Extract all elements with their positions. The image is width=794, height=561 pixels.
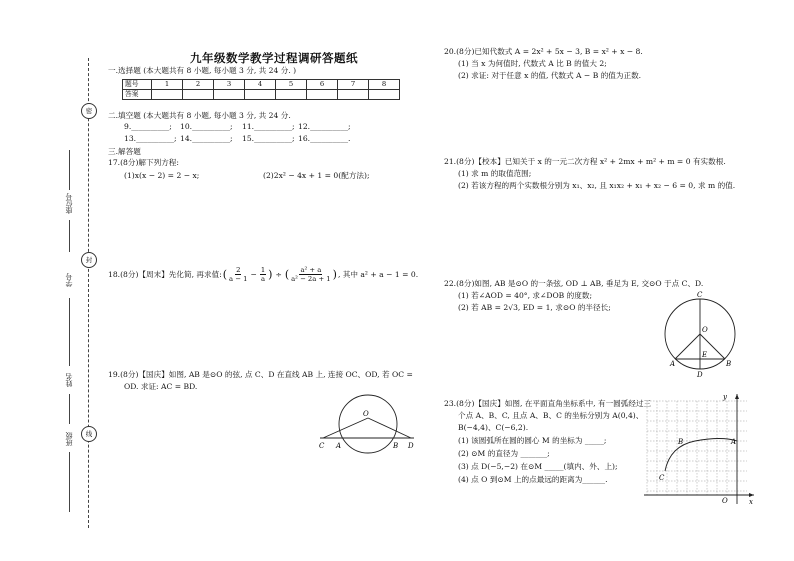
label-b: B (726, 360, 732, 368)
blank-13[interactable]: 13.__________; (124, 134, 177, 143)
blank-10[interactable]: 10.__________; (180, 122, 233, 131)
q20-line3: (2) 求证: 对于任意 x 的值, 代数式 A − B 的值为正数. (458, 71, 642, 80)
q19-line2: OD. 求证: AC = BD. (124, 382, 198, 391)
q22-figure (656, 290, 746, 380)
fraction-numerator: a² + a (300, 265, 322, 274)
fraction-1-over-a (260, 266, 266, 283)
answer-cell[interactable] (276, 90, 307, 100)
answer-cell[interactable] (338, 90, 369, 100)
circle-o (339, 395, 397, 453)
blank-12[interactable]: 12.__________; (298, 122, 351, 131)
q23-line3: B(−4,4)、C(−6,2). (458, 423, 529, 432)
answer-number: 1 (152, 80, 183, 90)
label-o: O (363, 410, 369, 418)
answer-number: 8 (369, 80, 400, 90)
label-d: D (408, 442, 414, 450)
q23-line6: (3) 点 D(−5,−2) 在⊙M _____(填内、外、上); (458, 462, 618, 471)
fraction-denominator: a² − 2a + 1 (291, 274, 331, 283)
q19-line1: 19.(8分)【国庆】如图, AB 是⊙O 的弦, 点 C、D 在直线 AB 上, 连接 OC、OD, 若 OC = (108, 370, 413, 379)
label-a: A (336, 442, 342, 450)
answer-table-answer-row (123, 90, 400, 100)
answer-cell[interactable] (307, 90, 338, 100)
fraction-numerator: 2 (236, 265, 241, 274)
label-student-number: 学号 (65, 273, 73, 287)
fraction-numerator: 1 (260, 265, 266, 274)
label-c: C (659, 474, 665, 482)
label-b: B (678, 438, 684, 446)
q23-coordinate-figure (640, 392, 758, 508)
segment-oa (675, 334, 700, 359)
blank-seat-number (69, 150, 70, 190)
label-seat-number: 座位号 (65, 193, 73, 214)
label-y: y (723, 393, 727, 401)
blank-student-number (69, 298, 70, 366)
page-title: 九年级数学教学过程调研答题纸 (190, 51, 358, 65)
q20-line2: (1) 当 x 为何值时, 代数式 A 比 B 的值大 2; (458, 59, 607, 68)
q17-heading: 17.(8分)解下列方程: (108, 158, 179, 167)
blank-9[interactable]: 9.__________; (124, 122, 172, 131)
answer-table-label: 答案 (123, 90, 152, 100)
paren-open: ( (284, 267, 290, 281)
blank-14[interactable]: 14.__________; (180, 134, 233, 143)
part3-heading: 三.解答题 (108, 147, 141, 156)
q23-line4: (1) 该圆弧所在圆的圆心 M 的坐标为 _____; (458, 436, 607, 445)
blank-name (69, 394, 70, 424)
q21-line3: (2) 若该方程的两个实数根分别为 x₁、x₂, 且 x₁x₂ + x₁ + x₂ − 6 = 0, 求 m 的值. (458, 181, 736, 190)
label-name: 姓名 (65, 373, 73, 387)
q21-line2: (1) 求 m 的取值范围; (458, 169, 532, 178)
answer-cell[interactable] (369, 90, 400, 100)
blank-15[interactable]: 15.__________; (242, 134, 295, 143)
q19-figure (316, 394, 420, 456)
seal-mi: 密 (81, 103, 97, 119)
answer-number: 6 (307, 80, 338, 90)
q22-line1: 22.(8分)如图, AB 是⊙O 的一条弦, OD ⊥ AB, 垂足为 E, 交⊙O 于点 C、D. (444, 279, 704, 288)
q18-suffix: , 其中 a² + a − 1 = 0. (337, 269, 419, 279)
segment-oc (323, 418, 368, 438)
y-axis-arrow (735, 394, 739, 399)
label-o: O (702, 326, 708, 334)
blank-16[interactable]: 16.__________. (298, 134, 351, 143)
paren-close: ) (268, 267, 273, 281)
paren-close: ) (332, 267, 337, 281)
blank-class (69, 452, 70, 512)
q22-line2: (1) 若∠AOD = 40°, 求∠DOB 的度数; (458, 291, 593, 300)
answer-number: 7 (338, 80, 369, 90)
q17-part1: (1)x(x − 2) = 2 − x; (124, 171, 200, 180)
answer-cell[interactable] (152, 90, 183, 100)
minus-sign: − (250, 269, 257, 279)
fraction-denominator: a (260, 274, 266, 283)
label-c: C (319, 442, 325, 450)
label-a: A (670, 360, 676, 368)
fraction-a2a-over-a2-2a-1 (291, 266, 331, 283)
binding-dashed-line (88, 58, 89, 528)
answer-cell[interactable] (183, 90, 214, 100)
q22-line3: (2) 若 AB = 2√3, ED = 1, 求⊙O 的半径长; (458, 303, 611, 312)
answer-cell[interactable] (245, 90, 276, 100)
blank-11[interactable]: 11.__________; (242, 122, 295, 131)
fraction-denominator: a − 1 (229, 274, 248, 283)
q23-line1: 23.(8分)【国庆】如图, 在平面直角坐标系中, 有一圆弧经过三 (444, 399, 652, 408)
answer-cell[interactable] (214, 90, 245, 100)
segment-od (368, 418, 411, 438)
label-x: x (749, 498, 753, 506)
answer-number: 3 (214, 80, 245, 90)
paren-open: ( (222, 267, 228, 281)
x-axis-arrow (749, 493, 754, 497)
seal-feng: 封 (81, 252, 97, 268)
q18-prefix: 18.(8分)【周末】先化简, 再求值: (108, 269, 222, 279)
arc-cba (665, 439, 737, 472)
label-d: D (697, 371, 703, 379)
q23-line5: (2) ⊙M 的直径为 _______; (458, 449, 550, 458)
part1-heading: 一.选择题 (本大题共有 8 小题, 每小题 3 分, 共 24 分. ) (108, 66, 297, 75)
q18-line (108, 262, 418, 286)
answer-number: 4 (245, 80, 276, 90)
divide-sign: ÷ (275, 269, 282, 279)
q21-line1: 21.(8分)【校本】已知关于 x 的一元二次方程 x² + 2mx + m² + m = 0 有实数根. (444, 157, 726, 166)
fraction-2-over-a-1 (229, 266, 247, 283)
answer-table-label: 题号 (123, 80, 152, 90)
seal-xian: 线 (81, 426, 97, 442)
part2-heading: 二.填空题 (本大题共有 8 小题, 每小题 3 分, 共 24 分. (108, 111, 291, 120)
q23-line7: (4) 点 O 到⊙M 上的点最远的距离为______. (458, 475, 608, 484)
label-class: 班级 (65, 432, 73, 446)
q17-part2: (2)2x² − 4x + 1 = 0(配方法); (263, 171, 370, 180)
label-origin: O (722, 497, 728, 505)
answer-number: 5 (276, 80, 307, 90)
answer-table (122, 79, 400, 100)
label-c: C (697, 291, 703, 299)
answer-table-number-row (123, 80, 400, 90)
answer-number: 2 (183, 80, 214, 90)
q23-line2: 个点 A、B、C, 且点 A、B、C 的坐标分别为 A(0,4)、 (458, 411, 644, 420)
q20-line1: 20.(8分)已知代数式 A = 2x² + 5x − 3, B = x² + x − 8. (444, 47, 643, 56)
label-e: E (702, 351, 708, 359)
blank-seat-number-2 (69, 220, 70, 252)
label-a: A (731, 438, 737, 446)
label-b: B (393, 442, 399, 450)
